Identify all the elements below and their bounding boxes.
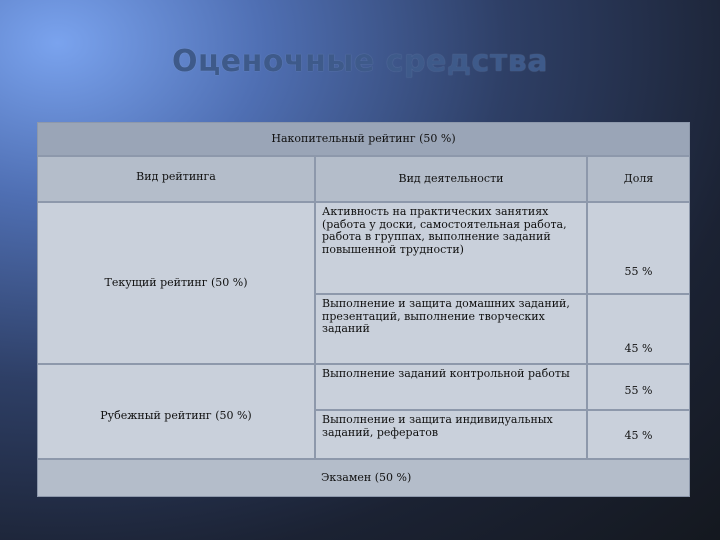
caption-text: Накопительный рейтинг (50 %) (271, 131, 456, 145)
current-rating-cell (37, 202, 315, 364)
header-type-text: Вид рейтинга (136, 170, 216, 183)
exam-text: Экзамен (50 %) (321, 470, 412, 484)
row-2-share-text: 45 % (624, 341, 653, 355)
table-caption (37, 122, 690, 156)
header-share-text: Доля (623, 171, 654, 185)
row-1-share-text: 55 % (624, 264, 653, 278)
row-4-activity (315, 410, 587, 459)
exam-row (37, 459, 690, 497)
row-2-share (587, 294, 690, 364)
row-2-activity (315, 294, 587, 364)
row-4-share (587, 410, 690, 459)
header-activity (315, 156, 587, 202)
row-2-activity-text: Выполнение и защита домашних заданий, презентаций, выполнение творческих заданий (322, 297, 570, 336)
row-1-activity-text: Активность на практических занятиях (работа у доски, самостоятельная работа, работа в группах, выполнение заданий повышенной трудности) (322, 205, 567, 256)
milestone-rating-text: Рубежный рейтинг (50 %) (100, 409, 252, 423)
row-1-share (587, 202, 690, 294)
row-4-activity-text: Выполнение и защита индивидуальных заданий, рефератов (322, 413, 553, 439)
header-activity-text: Вид деятельности (398, 171, 504, 185)
row-3-share (587, 364, 690, 410)
row-3-activity (315, 364, 587, 410)
header-share (587, 156, 690, 202)
slide-title: Оценочные средства (172, 44, 548, 79)
milestone-rating-cell (37, 364, 315, 459)
header-type (37, 156, 315, 202)
row-4-share-text: 45 % (624, 429, 653, 443)
row-3-activity-text: Выполнение заданий контрольной работы (322, 367, 570, 380)
row-3-share-text: 55 % (624, 383, 653, 397)
rating-table (37, 122, 690, 497)
row-1-activity (315, 202, 587, 294)
current-rating-text: Текущий рейтинг (50 %) (104, 275, 248, 289)
